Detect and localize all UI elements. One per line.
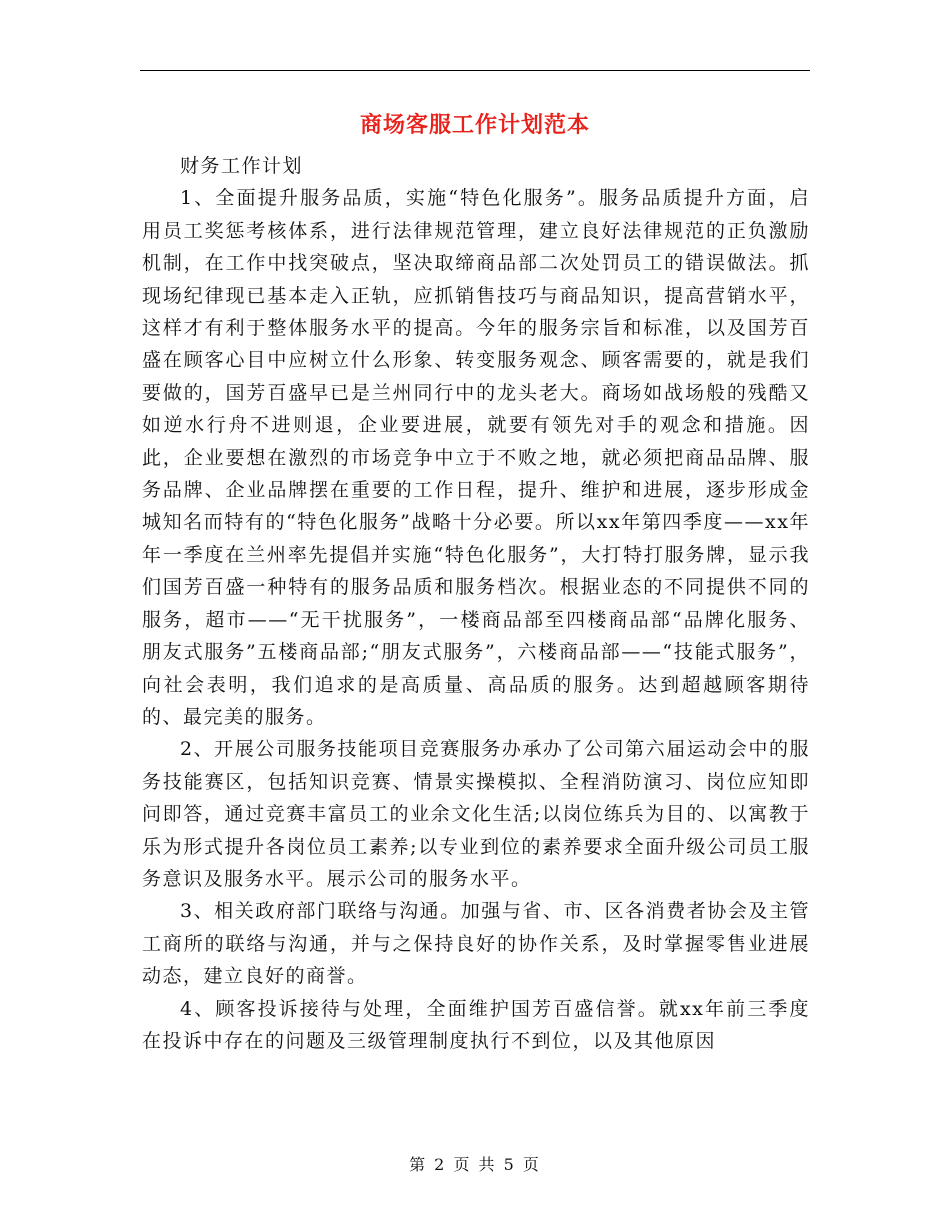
paragraph-2: 2、开展公司服务技能项目竞赛服务办承办了公司第六届运动会中的服务技能赛区，包括知识竞赛、情景实操模拟、全程消防演习、岗位应知即问即答，通过竞赛丰富员工的业余文化生活;以岗位练兵为目的、以寓教于乐为形式提升各岗位员工素养;以专业到位的素养要求全面升级公司员工服务意识及服务水平。展示公司的服务水平。 (142, 738, 810, 890)
paragraph-4: 4、顾客投诉接待与处理，全面维护国芳百盛信誉。就xx年前三季度在投诉中存在的问题及三级管理制度执行不到位，以及其他原因 (142, 997, 810, 1052)
header-rule (140, 70, 810, 71)
section-heading: 财务工作计划 (180, 155, 304, 177)
document-title: 商场客服工作计划范本 (359, 113, 590, 138)
paragraph-1: 1、全面提升服务品质，实施“特色化服务”。服务品质提升方面，启用员工奖惩考核体系，进行法律规范管理，建立良好法律规范的正负激励机制，在工作中找突破点，坚决取缔商品部二次处罚员工的错误做法。抓现场纪律现已基本走入正轨，应抓销售技巧与商品知识，提高营销水平，这样才有利于整体服务水平的提高。今年的服务宗旨和标准，以及国芳百盛在顾客心目中应树立什么形象、转变服务观念、顾客需要的，就是我们要做的，国芳百盛早已是兰州同行中的龙头老大。商场如战场般的残酷又如逆水行舟不进则退，企业要进展，就要有领先对手的观念和措施。因此，企业要想在激烈的市场竞争中立于不败之地，就必须把商品品牌、服务品牌、企业品牌摆在重要的工作日程，提升、维护和进展，逐步形成金城知名而特有的“特色化服务”战略十分必要。所以xx年第四季度——xx年年一季度在兰州率先提倡并实施“特色化服务”，大打特打服务牌，显示我们国芳百盛一种特有的服务品质和服务档次。根据业态的不同提供不同的服务，超市——“无干扰服务”，一楼商品部至四楼商品部“品牌化服务、朋友式服务”五楼商品部;“朋友式服务”，六楼商品部——“技能式服务”，向社会表明，我们追求的是高质量、高品质的服务。达到超越顾客期待的、最完美的服务。 (142, 187, 810, 728)
paragraph-3: 3、相关政府部门联络与沟通。加强与省、市、区各消费者协会及主管工商所的联络与沟通，并与之保持良好的协作关系，及时掌握零售业进展动态，建立良好的商誉。 (142, 900, 810, 988)
page-number-footer: 第 2 页 共 5 页 (409, 1155, 541, 1174)
document-body (142, 150, 810, 1057)
